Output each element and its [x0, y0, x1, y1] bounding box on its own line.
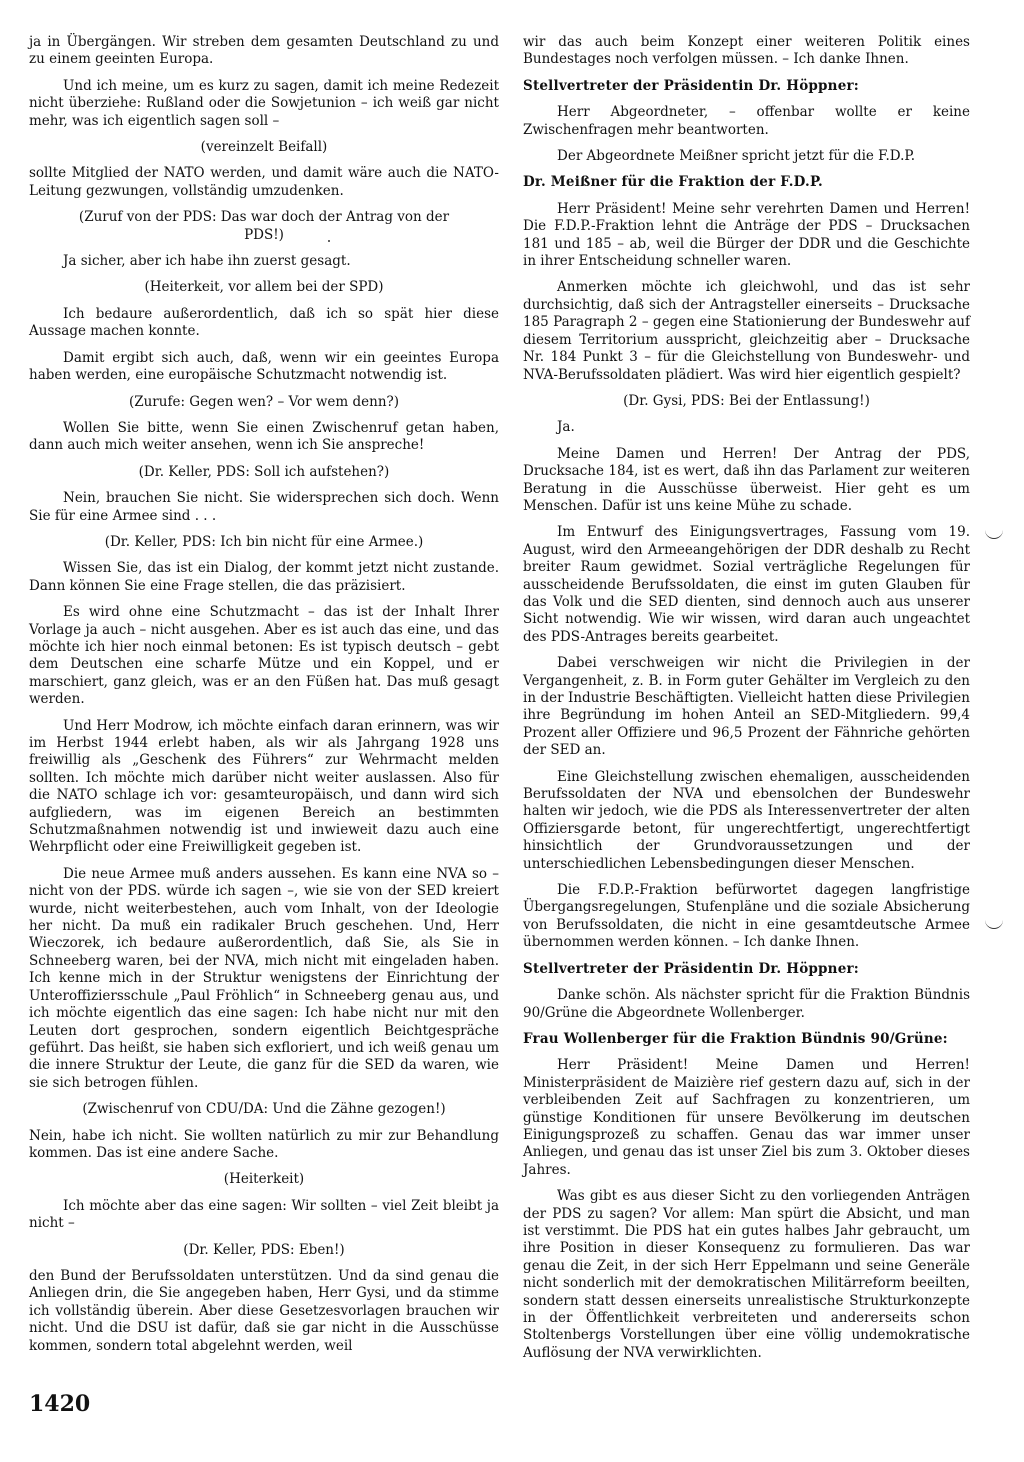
- paragraph-text: Wissen Sie, das ist ein Dialog, der kommt jetzt nicht zustande. Dann können Sie eine Frage stellen, die das präzisiert.: [29, 560, 499, 594]
- paragraph: [523, 419, 970, 436]
- paragraph-text: Die F.D.P.-Fraktion befürwortet dagegen langfristige Übergangsregelungen, Stufenpläne und die soziale Absicherung von Berufssoldaten, die nicht in eine gesamtdeutsche Armee übernommen werden können. – Ich danke Ihnen.: [523, 882, 970, 951]
- paragraph-text: den Bund der Berufssoldaten unterstützen. Und da sind genau die Anliegen drin, die Sie angegeben haben, Herr Gysi, und da stimme ich vollständig überein. Aber diese Gesetzesvorlagen brauchen wir nicht. Und die DSU ist dafür, daß sie gar nicht in die Ausschüsse kommen, sondern total abgelehnt werden, weil: [29, 1267, 499, 1354]
- paragraph-text: Dabei verschweigen wir nicht die Privilegien in der Vergangenheit, z. B. in Form guter Gehälter im Vergleich zu den in der Industrie Beschäftigten. Vielleicht hatten diese Privilegien ihre Begründung im hohen Anteil an SED-Mitgliedern. 99,4 Prozent aller Offiziere und 96,5 Prozent der Fähnriche gehörten der SED an.: [523, 655, 970, 759]
- paragraph-text: Ich möchte aber das eine sagen: Wir sollten – viel Zeit bleibt ja nicht –: [29, 1197, 499, 1232]
- paragraph: [523, 104, 970, 139]
- interjection-text: (vereinzelt Beifall): [200, 139, 328, 156]
- paragraph-text: Ja sicher, aber ich habe ihn zuerst gesagt.: [63, 253, 351, 270]
- paragraph-text: Herr Präsident! Meine sehr verehrten Damen und Herren! Die F.D.P.-Fraktion lehnt die Anträge der PDS – Drucksachen 181 und 185 – ab, weil die Bürger der DDR und die Geschichte in ihrer Entscheidung schneller waren.: [523, 200, 970, 270]
- speaker-heading: [523, 78, 970, 95]
- speaker-heading: [523, 1031, 970, 1048]
- paragraph: [523, 279, 970, 383]
- paragraph-text: Danke schön. Als nächster spricht für die Fraktion Bündnis 90/Grüne die Abgeordnete Wollenberger.: [523, 987, 970, 1021]
- speaker-name: Stellvertreter der Präsidentin Dr. Höppner:: [523, 77, 859, 94]
- interjection-text: (Dr. Keller, PDS: Ich bin nicht für eine Armee.): [104, 533, 424, 550]
- paragraph-text: Eine Gleichstellung zwischen ehemaligen, ausscheidenden Berufssoldaten der NVA und ebensolchen der Bundeswehr halten wir jedoch, wie die PDS als Interessenvertreter der alten Offiziersgarde betont, für ungerechtfertigt, ungerechtfertigt hinsichtlich der Grundvoraussetzungen und der unterschiedlichen Lebensbedingungen dieser Menschen.: [523, 768, 970, 872]
- margin-mark: [985, 920, 1003, 929]
- interjection: [29, 279, 499, 296]
- paragraph-text: Im Entwurf des Einigungsvertrages, Fassung vom 19. August, wird den Armeeangehörigen der DDR deshalb zu Recht breiter Raum gewidmet. Sozial verträgliche Regelungen für ausscheidende Berufssoldaten, die einst im guten Glauben für das Volk und die SED dienten, sind dennoch auch aus unserer Sicht notwendig. Wie wir wissen, wird daran auch ungeachtet des PDS-Antrages bereits gearbeitet.: [523, 524, 970, 645]
- interjection-text: (Zurufe: Gegen wen? – Vor wem denn?): [128, 393, 400, 410]
- interjection-text: (Zuruf von der PDS: Das war doch der Antrag von der PDS!): [78, 209, 450, 243]
- paragraph: [29, 1128, 499, 1163]
- speaker-name: Frau Wollenberger für die Fraktion Bündnis 90/Grüne:: [523, 1030, 948, 1047]
- paragraph: [29, 1268, 499, 1355]
- speaker-heading: [523, 961, 970, 978]
- interjection-text: (Zwischenruf von CDU/DA: Und die Zähne gezogen!): [82, 1101, 446, 1118]
- paragraph: [523, 655, 970, 759]
- paragraph: [29, 718, 499, 857]
- interjection: [29, 394, 499, 411]
- paragraph: [29, 420, 499, 455]
- paragraph: [29, 490, 499, 525]
- page-number: 1420: [29, 1391, 91, 1417]
- interjection-text: (Dr. Gysi, PDS: Bei der Entlassung!): [623, 392, 870, 409]
- paragraph-text: Meine Damen und Herren! Der Antrag der PDS, Drucksache 184, ist es wert, daß ihn das Parlament zur weiteren Beratung in die Ausschüsse überweist. Hier geht es um Menschen. Dafür ist uns keine Mühe zu schade.: [523, 445, 970, 514]
- paragraph-text: Es wird ohne eine Schutzmacht – das ist der Inhalt Ihrer Vorlage ja auch – nicht ausgehen. Aber es ist auch das eine, und das möchte ich hier noch einmal betonen: Es ist typisch deutsch – gebt dem Deutschen eine scharfe Mütze und ein Koppel, und er marschiert, ganz gleich, was er an den Füßen hat. Das muß gesagt werden.: [29, 604, 499, 708]
- paragraph-text: Ja.: [557, 419, 575, 436]
- paragraph: [29, 350, 499, 385]
- paragraph-text: Anmerken möchte ich gleichwohl, und das ist sehr durchsichtig, daß sich der Antragsteller einerseits – Drucksache 185 Paragraph 2 – gegen eine Stationierung der Bundeswehr auf diesem Territorium ausspricht, gleichzeitig aber – Drucksache Nr. 184 Punkt 3 – für die Gleichstellung von Bundeswehr- und NVA-Berufssoldaten plädiert. Was wird hier eigentlich gespielt?: [523, 279, 970, 383]
- paragraph-text: Damit ergibt sich auch, daß, wenn wir ein geeintes Europa haben werden, eine europäische Schutzmacht notwendig ist.: [29, 349, 499, 384]
- margin-mark: [985, 530, 1003, 539]
- speaker-name: Dr. Meißner für die Fraktion der F.D.P.: [523, 174, 823, 191]
- paragraph-text: wir das auch beim Konzept einer weiteren Politik eines Bundestages noch verfolgen müssen. – Ich danke Ihnen.: [523, 34, 970, 68]
- interjection: [29, 1171, 499, 1188]
- paragraph: [29, 560, 499, 595]
- interjection-text: (Dr. Keller, PDS: Soll ich aufstehen?): [138, 463, 390, 480]
- paragraph-text: Wollen Sie bitte, wenn Sie einen Zwischenruf getan haben, dann auch mich weiter ansehen, wenn ich Sie anspreche!: [29, 419, 499, 454]
- interjection-text: (Heiterkeit, vor allem bei der SPD): [144, 279, 384, 296]
- paragraph: [523, 148, 970, 165]
- paragraph-text: Herr Abgeordneter, – offenbar wollte er keine Zwischenfragen mehr beantworten.: [523, 104, 970, 138]
- paragraph: [523, 1188, 970, 1362]
- paragraph-text: Nein, habe ich nicht. Sie wollten natürlich zu mir zur Behandlung kommen. Das ist eine andere Sache.: [29, 1127, 499, 1161]
- paragraph-text: Was gibt es aus dieser Sicht zu den vorliegenden Anträgen der PDS zu sagen? Vor allem: Man spürt die Absicht, und man ist verstimmt. Die PDS hat ein gutes halbes Jahr gebraucht, um ihre Position in dieser Konsequenz zu formulieren. Das war genau die Zeit, in der sich Herr Eppelmann und seine Generäle nicht sonderlich mit der demokratischen Militärreform beeilten, sondern statt dessen einerseits unrealistische Strukturkonzepte in der Öffentlichkeit verbreiteten und andererseits schon Stoltenbergs Vorstellungen über eine völlig undemokratische Auflösung der NVA verwirklichten.: [523, 1188, 970, 1361]
- paragraph: [523, 769, 970, 873]
- paragraph-text: Der Abgeordnete Meißner spricht jetzt für die F.D.P.: [557, 148, 916, 165]
- left-column: [29, 34, 499, 1364]
- interjection-text: (Dr. Keller, PDS: Eben!): [183, 1241, 345, 1258]
- paragraph-text: Ich bedaure außerordentlich, daß ich so spät hier diese Aussage machen konnte.: [29, 305, 499, 340]
- paragraph-text: sollte Mitglied der NATO werden, und damit wäre auch die NATO-Leitung gezwungen, vollständig umzudenken.: [29, 165, 499, 199]
- paragraph: [523, 446, 970, 516]
- interjection: [29, 534, 499, 551]
- paragraph: [29, 34, 499, 69]
- paragraph-text: Und ich meine, um es kurz zu sagen, damit ich meine Redezeit nicht überziehe: Rußland oder die Sowjetunion – ich weiß gar nicht mehr, was ich eigentlich sagen soll –: [29, 77, 499, 129]
- paragraph: [29, 1198, 499, 1233]
- paragraph: [29, 604, 499, 708]
- paragraph: [29, 165, 499, 200]
- paragraph: [29, 306, 499, 341]
- paragraph: [523, 201, 970, 271]
- interjection: [523, 393, 970, 410]
- paragraph: [523, 524, 970, 646]
- right-column: [523, 34, 970, 1371]
- interjection: [29, 1101, 499, 1118]
- paragraph: [29, 253, 499, 270]
- paragraph: [523, 1057, 970, 1179]
- stray-dot: [328, 240, 330, 242]
- interjection: [29, 1242, 499, 1259]
- paragraph: [29, 78, 499, 130]
- speaker-name: Stellvertreter der Präsidentin Dr. Höppner:: [523, 960, 859, 977]
- paragraph-text: Herr Präsident! Meine Damen und Herren! Ministerpräsident de Maizière rief gestern dazu auf, sich in der verbleibenden Zeit auf Sachfragen zu konzentrieren, um günstige Konditionen für unsere Bevölkerung im deutschen Einigungsprozeß zu schaffen. Genau das war immer unser Anliegen, und genau das ist unser Ziel bis zum 3. Oktober dieses Jahres.: [523, 1057, 970, 1178]
- interjection: [29, 464, 499, 481]
- paragraph: [523, 34, 970, 69]
- interjection: [29, 139, 499, 156]
- interjection: [29, 209, 499, 244]
- paragraph-text: Und Herr Modrow, ich möchte einfach daran erinnern, was wir im Herbst 1944 erlebt haben, als wir als Jahrgang 1928 uns freiwillig als „Geschenk des Führers“ zur Wehrmacht melden sollten. Ich möchte mich darüber nicht weiter auslassen. Also für die NATO schlage ich vor: gesamteuropäisch, und dann wird sich aufgliedern, was im eigenen Bereich an bestimmten Schutzmaßnahmen notwendig ist und inwieweit dazu auch eine Wehrpflicht oder eine Freiwilligkeit gegeben ist.: [29, 717, 499, 856]
- speaker-heading: [523, 174, 970, 191]
- paragraph-text: Die neue Armee muß anders aussehen. Es kann eine NVA so – nicht von der PDS. würde ich sagen –, wie sie von der SED kreiert wurde, nicht weiterbestehen, auch vom Inhalt, von der Ideologie her nicht. Da muß ein radikaler Bruch geschehen. Und, Herr Wieczorek, ich bedaure außerordentlich, daß Sie, als Sie in Schneeberg waren, bei der NVA, mich nicht mit eingeladen haben. Ich kenne mich in der Struktur wenigstens der Einrichtung der Unteroffiziersschule „Paul Fröhlich“ in Schneeberg genau aus, und ich möchte eigentlich das eine sagen: Ich habe nicht nur mit den Leuten dort gesprochen, sondern eigentlich Beichtgespräche geführt. Das heißt, sie haben sich exfloriert, und ich weiß genau um die innere Struktur der Leute, die ganz für die SED da waren, wie sie sich betrogen fühlen.: [29, 865, 499, 1091]
- paragraph-text: ja in Übergängen. Wir streben dem gesamten Deutschland zu und zu einem geeinten Europa.: [29, 34, 499, 68]
- interjection-text: (Heiterkeit): [223, 1171, 305, 1188]
- paragraph: [29, 866, 499, 1092]
- paragraph: [523, 882, 970, 952]
- paragraph: [523, 987, 970, 1022]
- paragraph-text: Nein, brauchen Sie nicht. Sie widersprechen sich doch. Wenn Sie für eine Armee sind . . .: [29, 490, 499, 524]
